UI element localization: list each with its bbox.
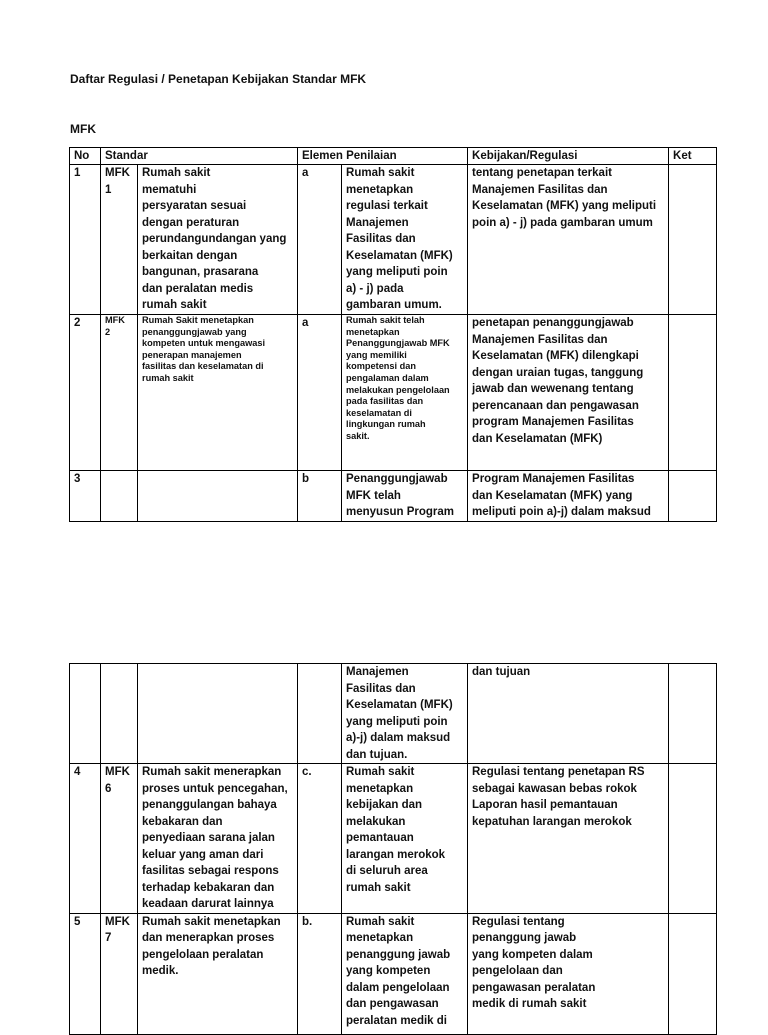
- row-no: [70, 664, 101, 764]
- table-row: [70, 913, 717, 1034]
- table-row: [70, 664, 717, 764]
- row-no: 2: [70, 315, 101, 471]
- policy-text: Regulasi tentang penanggung jawab yang kompeten dalam pengelolaan dan pengawasan peralatan medik di rumah sakit: [468, 913, 669, 1034]
- standard-code: MFK 6: [101, 764, 138, 914]
- regulation-table-page-1: [69, 147, 717, 522]
- standard-text: [138, 664, 298, 764]
- standard-text: Rumah Sakit menetapkan penanggungjawab yang kompeten untuk mengawasi penerapan manajemen fasilitas dan keselamatan di rumah sakit: [138, 315, 298, 471]
- ep-letter: a: [298, 165, 342, 315]
- policy-text: dan tujuan: [468, 664, 669, 764]
- standard-code: MFK 7: [101, 913, 138, 1034]
- document-title: Daftar Regulasi / Penetapan Kebijakan Standar MFK: [70, 72, 367, 86]
- table-row: [70, 315, 717, 471]
- row-no: 1: [70, 165, 101, 315]
- row-no: 5: [70, 913, 101, 1034]
- row-no: 4: [70, 764, 101, 914]
- table-row: [70, 764, 717, 914]
- ep-text: Penanggungjawab MFK telah menyusun Program: [342, 471, 468, 522]
- policy-text: Program Manajemen Fasilitas dan Keselamatan (MFK) yang meliputi poin a)-j) dalam maksud: [468, 471, 669, 522]
- row-no: 3: [70, 471, 101, 522]
- table-row: [70, 165, 717, 315]
- header-ket: Ket: [669, 148, 717, 165]
- ep-letter: c.: [298, 764, 342, 914]
- ep-letter: [298, 664, 342, 764]
- section-label: MFK: [70, 122, 96, 136]
- ket-cell: [669, 913, 717, 1034]
- standard-code: [101, 471, 138, 522]
- ep-letter: a: [298, 315, 342, 471]
- ket-cell: [669, 315, 717, 471]
- ep-text: Rumah sakit menetapkan penanggung jawab yang kompeten dalam pengelolaan dan pengawasan peralatan medik di: [342, 913, 468, 1034]
- regulation-table-page-2: [69, 663, 717, 1035]
- ep-text: Rumah sakit telah menetapkan Penanggungjawab MFK yang memiliki kompetensi dan pengalaman dalam melakukan pengelolaan pada fasilitas dan keselamatan di lingkungan rumah sakit.: [342, 315, 468, 471]
- ket-cell: [669, 764, 717, 914]
- header-kebijakan-regulasi: Kebijakan/Regulasi: [468, 148, 669, 165]
- policy-text: tentang penetapan terkait Manajemen Fasilitas dan Keselamatan (MFK) yang meliputi poin a) - j) pada gambaran umum: [468, 165, 669, 315]
- standard-code: MFK 2: [101, 315, 138, 471]
- ep-text: Rumah sakit menetapkan regulasi terkait Manajemen Fasilitas dan Keselamatan (MFK) yang meliputi poin a) - j) pada gambaran umum.: [342, 165, 468, 315]
- policy-text: Regulasi tentang penetapan RS sebagai kawasan bebas rokok Laporan hasil pemantauan kepatuhan larangan merokok: [468, 764, 669, 914]
- standard-text: Rumah sakit menetapkan dan menerapkan proses pengelolaan peralatan medik.: [138, 913, 298, 1034]
- ep-text: Manajemen Fasilitas dan Keselamatan (MFK) yang meliputi poin a)-j) dalam maksud dan tujuan.: [342, 664, 468, 764]
- policy-text: penetapan penanggungjawab Manajemen Fasilitas dan Keselamatan (MFK) dilengkapi dengan uraian tugas, tanggung jawab dan wewenang tentang perencanaan dan pengawasan program Manajemen Fasilitas dan Keselamatan (MFK): [468, 315, 669, 471]
- ep-letter: b: [298, 471, 342, 522]
- ep-letter: b.: [298, 913, 342, 1034]
- table-header-row: [70, 148, 717, 165]
- standard-code: MFK 1: [101, 165, 138, 315]
- standard-text: Rumah sakit mematuhi persyaratan sesuai dengan peraturan perundangundangan yang berkaitan dengan bangunan, prasarana dan peralatan medis rumah sakit: [138, 165, 298, 315]
- standard-text: [138, 471, 298, 522]
- table-row: [70, 471, 717, 522]
- standard-code: [101, 664, 138, 764]
- header-elemen-penilaian: Elemen Penilaian: [298, 148, 468, 165]
- ket-cell: [669, 165, 717, 315]
- ket-cell: [669, 664, 717, 764]
- header-no: No: [70, 148, 101, 165]
- header-standar: Standar: [101, 148, 298, 165]
- ep-text: Rumah sakit menetapkan kebijakan dan melakukan pemantauan larangan merokok di seluruh area rumah sakit: [342, 764, 468, 914]
- standard-text: Rumah sakit menerapkan proses untuk pencegahan, penanggulangan bahaya kebakaran dan penyediaan sarana jalan keluar yang aman dari fasilitas sebagai respons terhadap kebakaran dan keadaan darurat lainnya: [138, 764, 298, 914]
- ket-cell: [669, 471, 717, 522]
